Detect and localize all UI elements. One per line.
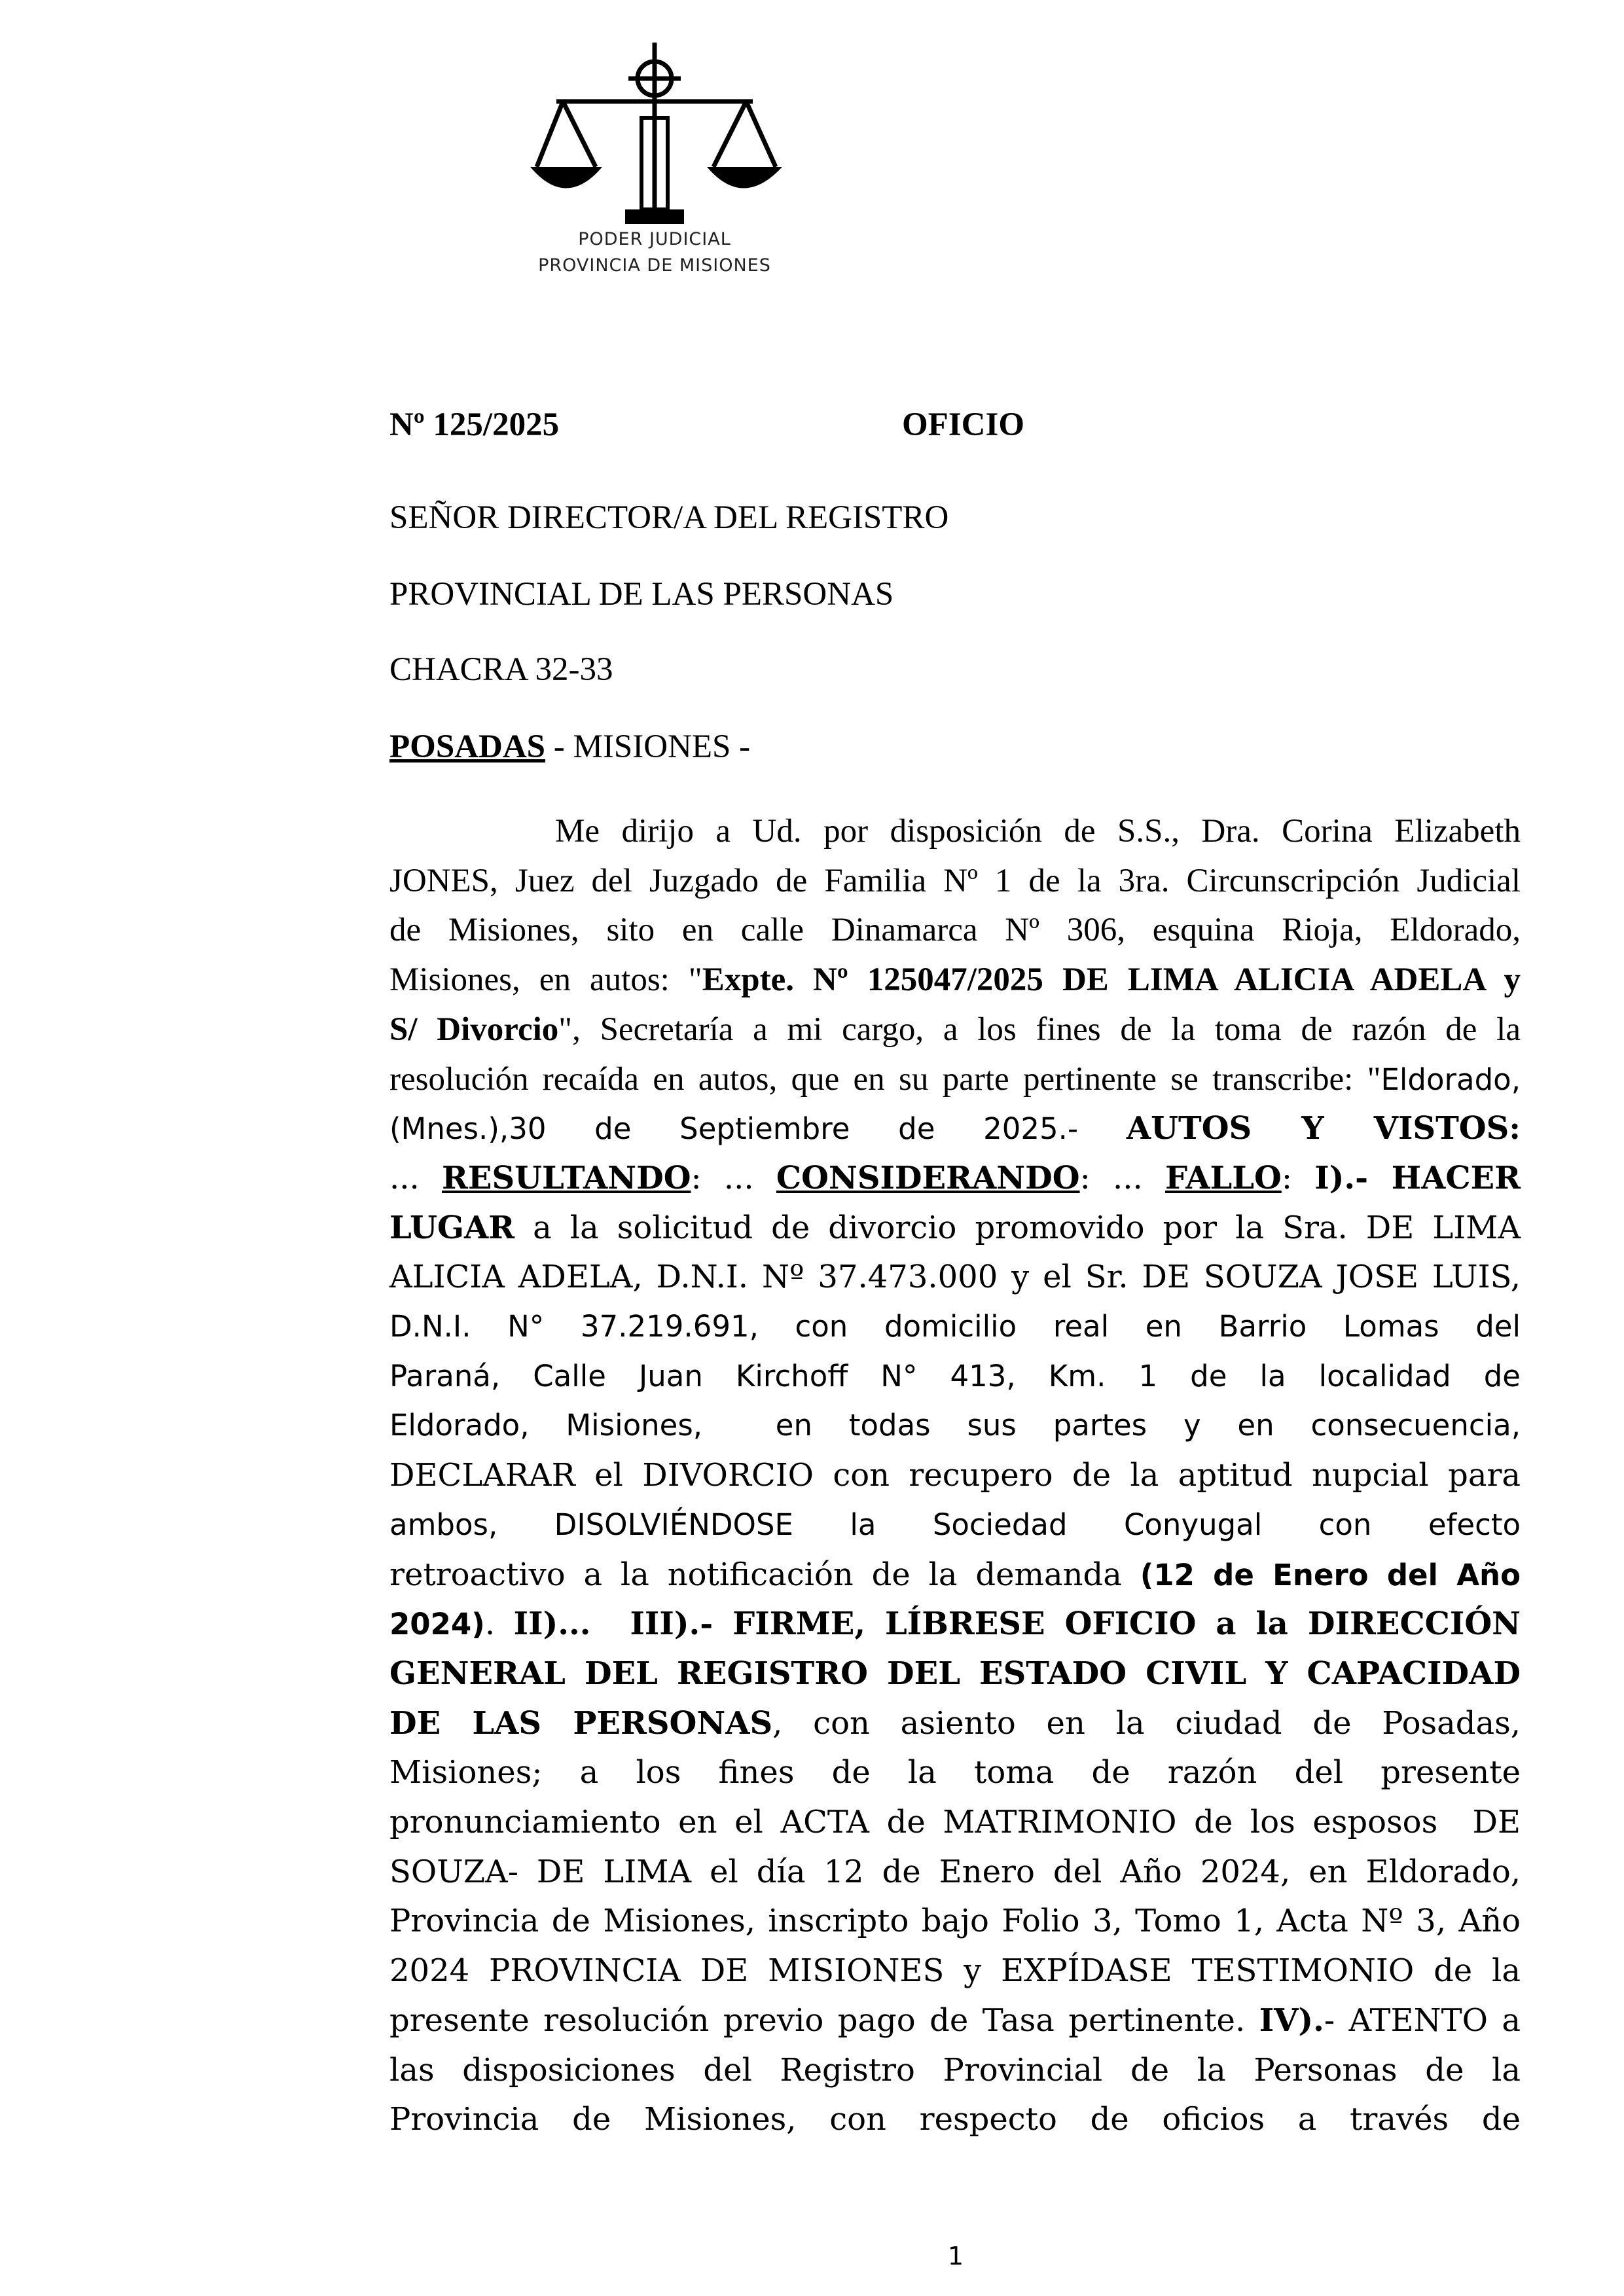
body-line-text bbox=[389, 862, 1521, 899]
body-line bbox=[389, 1748, 1521, 1797]
body-line bbox=[389, 1500, 1521, 1550]
body-line bbox=[389, 1450, 1521, 1500]
body-line-text bbox=[389, 1655, 1521, 1692]
body-line-text bbox=[389, 1060, 1521, 1098]
body-line-text bbox=[389, 1159, 1521, 1196]
body-line-text bbox=[389, 1110, 1521, 1147]
text-segment: Eldorado, Misiones, en todas sus partes y en consecuencia, bbox=[389, 1408, 1521, 1443]
text-segment: ALICIA ADELA, D.N.I. Nº 37.473.000 y el Sr. DE SOUZA JOSE LUIS, bbox=[389, 1259, 1521, 1296]
body-line-text bbox=[389, 2101, 1521, 2138]
oficio-number: Nº 125/2025 bbox=[389, 406, 560, 443]
text-segment: AUTOS Y VISTOS: bbox=[1126, 1110, 1521, 1147]
body-line bbox=[389, 1599, 1521, 1649]
body-line-text bbox=[389, 1605, 1521, 1643]
body-line bbox=[389, 1103, 1521, 1153]
body-line-text bbox=[389, 1457, 1521, 1494]
body-line bbox=[389, 856, 1521, 906]
text-segment: ", Secretaría a mi cargo, a los fines de la toma de razón de la bbox=[558, 1011, 1521, 1048]
body-line-text bbox=[389, 1804, 1521, 1840]
text-segment: II)... III).- FIRME, LÍBRESE OFICIO a la DIRECCIÓN bbox=[513, 1605, 1521, 1643]
text-segment: DE LAS PERSONAS bbox=[389, 1704, 773, 1742]
text-segment: LUGAR bbox=[389, 1209, 515, 1246]
addressee-line-2: PROVINCIAL DE LAS PERSONAS bbox=[389, 576, 894, 613]
body-line bbox=[389, 1946, 1521, 1996]
text-segment: GENERAL DEL REGISTRO DEL ESTADO CIVIL Y CAPACIDAD bbox=[389, 1655, 1521, 1692]
text-segment: Misiones, en autos: " bbox=[389, 961, 702, 999]
text-segment: ... bbox=[389, 1159, 442, 1196]
addressee-city: POSADAS bbox=[389, 728, 546, 765]
text-segment: IV). bbox=[1259, 2001, 1324, 2039]
text-segment: retroactivo a la notificación de la demanda bbox=[389, 1556, 1140, 1593]
logo-text-provincia: PROVINCIA DE MISIONES bbox=[538, 255, 771, 276]
body-line-text bbox=[389, 1209, 1521, 1246]
text-segment: : ... bbox=[691, 1159, 776, 1196]
body-line-text bbox=[389, 961, 1521, 999]
document-type: OFICIO bbox=[902, 406, 1025, 443]
text-segment: presente resolución previo pago de Tasa pertinente. bbox=[389, 2001, 1259, 2039]
body-line-text bbox=[389, 1903, 1521, 1940]
body-line-text bbox=[389, 1309, 1521, 1344]
body-line bbox=[389, 1896, 1521, 1946]
body-line bbox=[389, 1698, 1521, 1748]
text-segment: de Misiones, sito en calle Dinamarca Nº 306, esquina Rioja, Eldorado, bbox=[389, 912, 1521, 949]
body-line bbox=[389, 1797, 1521, 1847]
text-segment: JONES, Juez del Juzgado de Familia Nº 1 de la 3ra. Circunscripción Judicial bbox=[389, 862, 1521, 899]
body-line-text bbox=[555, 813, 1521, 850]
body-line-text bbox=[389, 1358, 1521, 1393]
text-segment: D.N.I. N° 37.219.691, con domicilio real en Barrio Lomas del bbox=[389, 1309, 1521, 1344]
text-segment: 2024 PROVINCIA DE MISIONES y EXPÍDASE TESTIMONIO de la bbox=[389, 1952, 1521, 1990]
text-segment: SOUZA- DE LIMA el día 12 de Enero del Año 2024, en Eldorado, bbox=[389, 1853, 1521, 1890]
body-line bbox=[555, 806, 1521, 856]
text-segment: DECLARAR el DIVORCIO con recupero de la aptitud nupcial para bbox=[389, 1457, 1521, 1494]
body-line-text bbox=[389, 2051, 1521, 2089]
poder-judicial-logo bbox=[517, 39, 792, 288]
text-segment: Provincia de Misiones, inscripto bajo Folio 3, Tomo 1, Acta Nº 3, Año bbox=[389, 1903, 1521, 1940]
text-segment: Provincia de Misiones, con respecto de oficios a través de bbox=[389, 2101, 1521, 2138]
text-segment: Paraná, Calle Juan Kirchoff N° 413, Km. 1 de la localidad de bbox=[389, 1358, 1521, 1393]
text-segment: 2024) bbox=[389, 1607, 485, 1642]
body-line-text bbox=[389, 1704, 1521, 1742]
body-line-text bbox=[389, 1754, 1521, 1791]
text-segment: (12 de Enero del Año bbox=[1140, 1557, 1521, 1592]
body-line bbox=[389, 1005, 1521, 1054]
underlined-heading: CONSIDERANDO bbox=[776, 1159, 1080, 1196]
text-segment: Me dirijo a Ud. por disposición de S.S., Dra. Corina Elizabeth bbox=[555, 813, 1521, 850]
body-line bbox=[389, 2045, 1521, 2095]
addressee-city-line bbox=[389, 722, 750, 772]
body-line bbox=[389, 1550, 1521, 1600]
underlined-heading: RESULTANDO bbox=[442, 1159, 691, 1196]
body-line bbox=[389, 1649, 1521, 1698]
body-line bbox=[389, 2094, 1521, 2144]
text-segment: las disposiciones del Registro Provincial de la Personas de la bbox=[389, 2051, 1521, 2089]
body-line bbox=[389, 1054, 1521, 1104]
addressee-province: - MISIONES - bbox=[545, 728, 751, 765]
body-line bbox=[389, 1352, 1521, 1401]
scales-of-justice-icon bbox=[517, 39, 792, 236]
body-line-text bbox=[389, 1507, 1521, 1542]
body-line-text bbox=[389, 1556, 1521, 1593]
text-segment: S/ Divorcio bbox=[389, 1011, 559, 1048]
body-line-text bbox=[389, 1408, 1521, 1443]
text-segment: Eldorado, bbox=[1380, 1062, 1521, 1097]
body-line-text bbox=[389, 1952, 1521, 1990]
text-segment: : bbox=[1281, 1159, 1315, 1196]
text-segment: a la solicitud de divorcio promovido por la Sra. DE LIMA bbox=[514, 1209, 1521, 1246]
text-segment: ambos, DISOLVIÉNDOSE la Sociedad Conyugal con efecto bbox=[389, 1507, 1521, 1542]
logo-text-poder-judicial: PODER JUDICIAL bbox=[578, 229, 731, 249]
text-segment: resolución recaída en autos, que en su parte pertinente se transcribe: " bbox=[389, 1060, 1381, 1098]
body-line bbox=[389, 1153, 1521, 1203]
text-segment: pronunciamiento en el ACTA de MATRIMONIO de los esposos DE bbox=[389, 1804, 1521, 1840]
page-number: 1 bbox=[947, 2242, 964, 2270]
body-line-text bbox=[389, 2001, 1521, 2039]
body-line-text bbox=[389, 1853, 1521, 1890]
body-line-text bbox=[389, 1259, 1521, 1296]
body-line bbox=[389, 1847, 1521, 1897]
body-line bbox=[389, 1996, 1521, 2045]
text-segment: . bbox=[484, 1605, 514, 1643]
body-line bbox=[389, 1401, 1521, 1450]
body-line-text bbox=[389, 912, 1521, 949]
text-segment: , con asiento en la ciudad de Posadas, bbox=[772, 1704, 1521, 1742]
body-line bbox=[389, 1302, 1521, 1352]
body-line bbox=[389, 1203, 1521, 1253]
addressee-line-3: CHACRA 32-33 bbox=[389, 651, 613, 688]
body-line bbox=[389, 955, 1521, 1005]
body-line-text bbox=[389, 1011, 1521, 1048]
body-line bbox=[389, 905, 1521, 955]
underlined-heading: FALLO bbox=[1165, 1159, 1282, 1196]
body-line bbox=[389, 1252, 1521, 1302]
addressee-line-1: SEÑOR DIRECTOR/A DEL REGISTRO bbox=[389, 499, 949, 536]
text-segment: : ... bbox=[1079, 1159, 1166, 1196]
text-segment: - ATENTO a bbox=[1324, 2001, 1521, 2039]
text-segment: (Mnes.),30 de Septiembre de 2025.- bbox=[389, 1111, 1127, 1147]
text-segment: Expte. Nº 125047/2025 DE LIMA ALICIA ADELA y bbox=[702, 961, 1521, 999]
text-segment: Misiones; a los fines de la toma de razón del presente bbox=[389, 1754, 1521, 1791]
text-segment: I).- HACER bbox=[1314, 1159, 1521, 1196]
